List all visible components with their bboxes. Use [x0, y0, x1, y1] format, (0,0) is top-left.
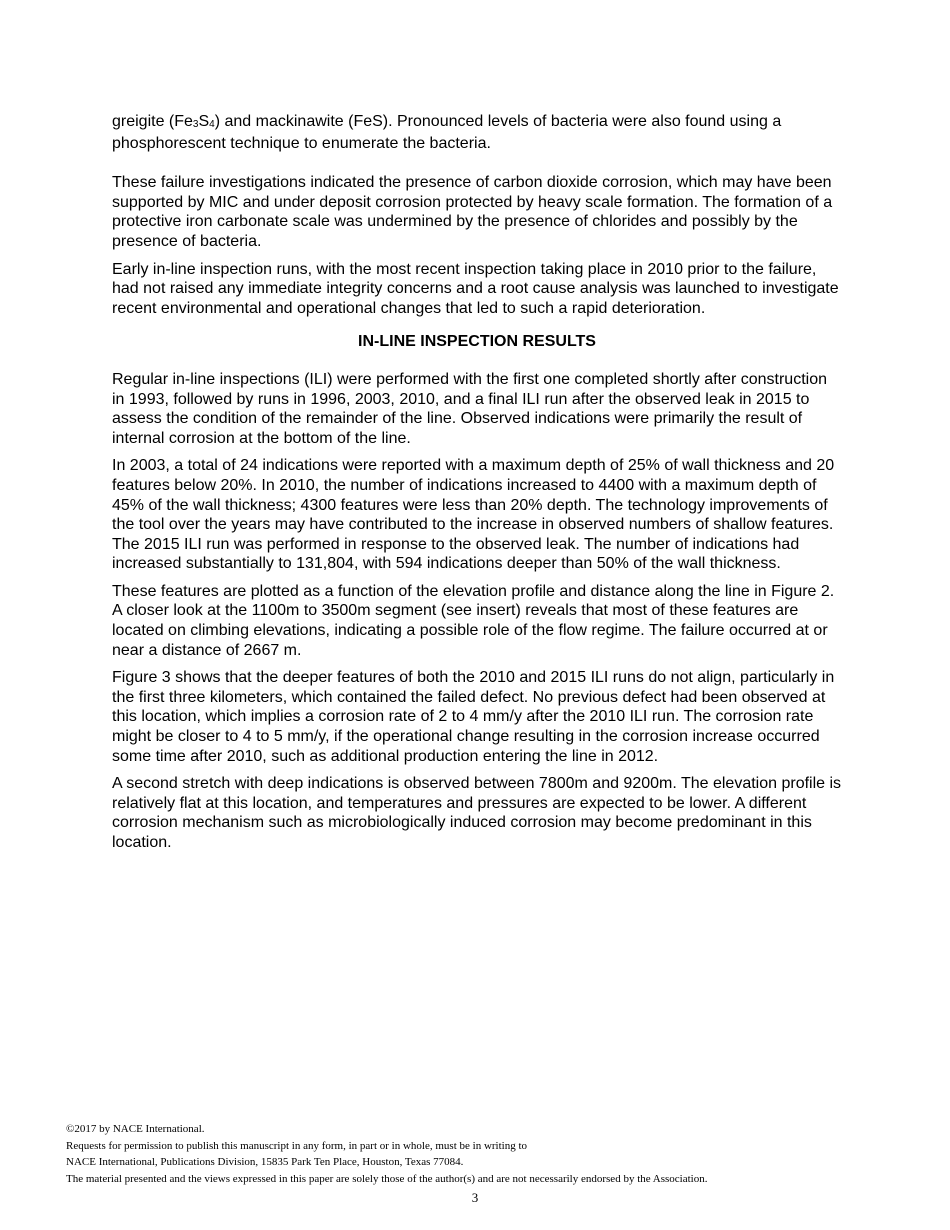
paragraph-8: A second stretch with deep indications is observed between 7800m and 9200m. The elevation profile is relatively flat at this location, and temperatures and pressures are expected to be lower. A different corrosion mechanism such as microbiologically induced corrosion may become predominant in this location. [112, 775, 842, 851]
paragraph-1 [112, 112, 842, 153]
footer-permission: Requests for permission to publish this manuscript in any form, in part or in whole, must be in writing to [66, 1139, 528, 1152]
section-heading: IN-LINE INSPECTION RESULTS [358, 333, 596, 351]
paragraph-6: These features are plotted as a function of the elevation profile and distance along the line in Figure 2. A closer look at the 1100m to 3500m segment (see insert) reveals that most of these features are located on climbing elevations, indicating a possible role of the flow regime. The failure occurred at or near a distance of 2667 m. [112, 582, 835, 659]
footer [66, 1121, 886, 1187]
p1-text-c: ) and mackinawite (FeS). Pronounced levels of bacteria were also found using a phosphorescent technique to enumerate the bacteria. [112, 113, 782, 152]
p1-subscript-3: 3 [192, 119, 199, 130]
footer-copyright: ©2017 by NACE International. [66, 1123, 205, 1135]
main-text [112, 112, 842, 861]
paragraph-3: Early in-line inspection runs, with the most recent inspection taking place in 2010 prior to the failure, had not raised any immediate integrity concerns and a root cause analysis was launched to investigate recent environmental and operational changes that led to such a rapid deterioration. [112, 260, 839, 317]
p1-subscript-4: 4 [209, 119, 215, 130]
paragraph-7: Figure 3 shows that the deeper features of both the 2010 and 2015 ILI runs do not align, particularly in the first three kilometers, which contained the failed defect. No previous defect had been observed at this location, which implies a corrosion rate of 2 to 4 mm/y after the 2010 ILI run. The corrosion rate might be closer to 4 to 5 mm/y, if the operational change resulting in the corrosion increase occurred some time after 2010, such as additional production entering the line in 2012. [112, 669, 835, 765]
footer-address: NACE International, Publications Division, 15835 Park Ten Place, Houston, Texas 77084. [66, 1156, 464, 1169]
page-number: 3 [471, 1190, 479, 1205]
paragraph-5: In 2003, a total of 24 indications were reported with a maximum depth of 25% of wall thickness and 20 features below 20%. In 2010, the number of indications increased to 4400 with a maximum depth of 45% of the wall thickness; 4300 features were less than 20% depth. The technology improvements of the tool over the years may have contributed to the increase in observed numbers of shallow features. The 2015 ILI run was performed in response to the observed leak. The number of indications had increased substantially to 131,804, with 594 indications deeper than 50% of the wall thickness. [112, 457, 835, 573]
footer-disclaimer: The material presented and the views expressed in this paper are solely those of the author(s) and are not necessarily endorsed by the Association. [66, 1172, 708, 1185]
paragraph-2: These failure investigations indicated the presence of carbon dioxide corrosion, which may have been supported by MIC and under deposit corrosion protected by heavy scale formation. The formation of a protective iron carbonate scale was undermined by the presence of chlorides and possibly by the presence of bacteria. [112, 174, 833, 250]
p1-text-a: greigite (Fe [112, 113, 193, 130]
p1-text-b: S [198, 113, 210, 130]
paragraph-4: Regular in-line inspections (ILI) were performed with the first one completed shortly after construction in 1993, followed by runs in 1996, 2003, 2010, and a final ILI run after the observed leak in 2015 to assess the condition of the remainder of the line. Observed indications were primarily the result of internal corrosion at the bottom of the line. [112, 370, 827, 447]
